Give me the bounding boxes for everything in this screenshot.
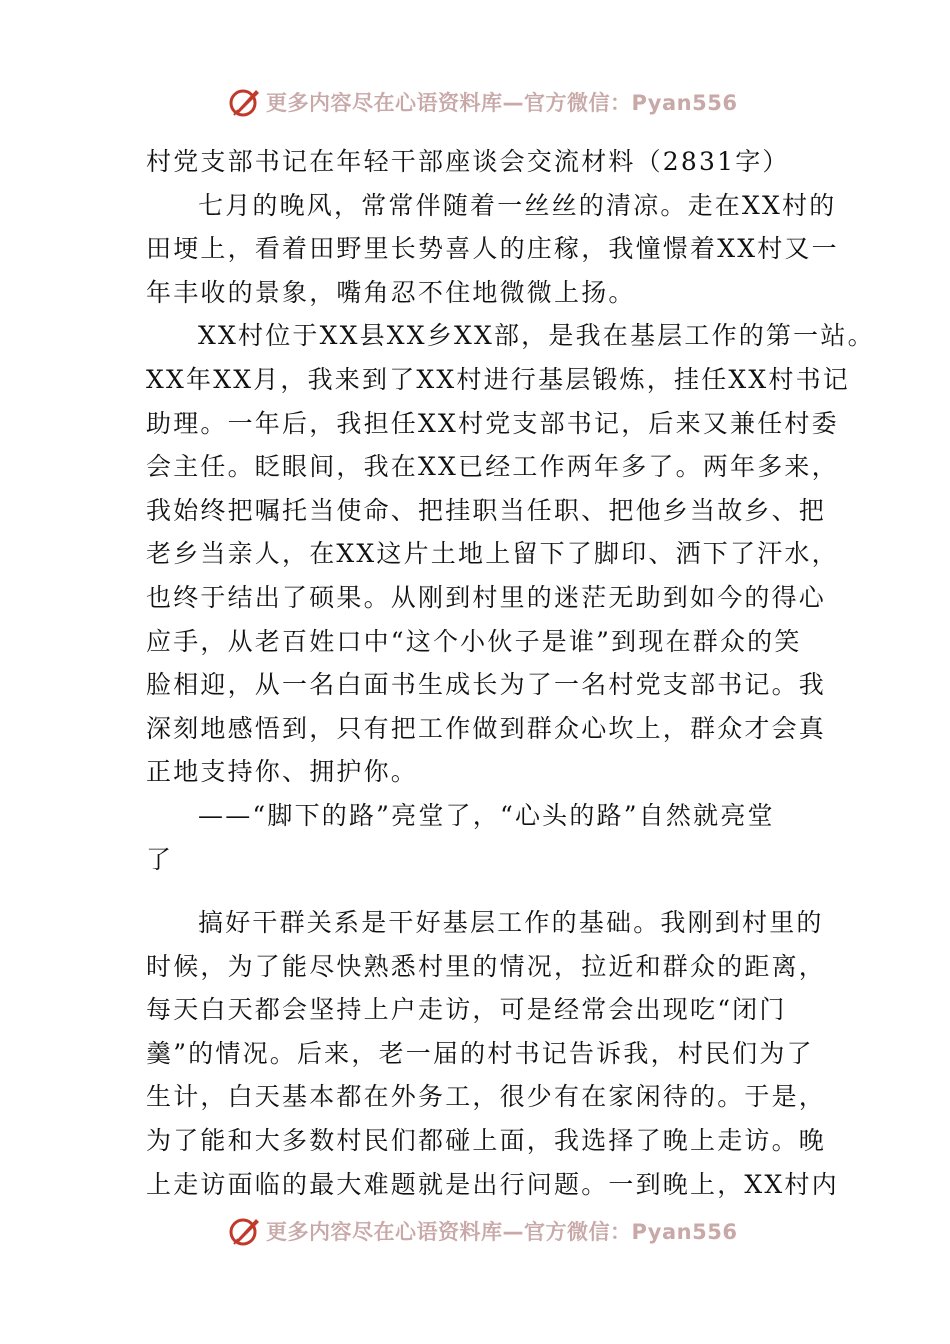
quill-logo-icon <box>228 85 262 119</box>
text-line: XX村位于XX县XX乡XX部，是我在基层工作的第一站。 <box>198 321 875 351</box>
text-line: 正地支持你、拥护你。 <box>146 757 419 787</box>
text-line: 我始终把嘱托当使命、把挂职当任职、把他乡当故乡、把 <box>146 495 827 525</box>
text-line: 深刻地感悟到，只有把工作做到群众心坎上，群众才会真 <box>146 713 827 743</box>
text-line: 每天白天都会坚持上户走访，可是经常会出现吃“闭门 <box>146 995 787 1025</box>
document-title: 村党支部书记在年轻干部座谈会交流材料（2831字） <box>146 147 790 176</box>
text-line: 会主任。眨眼间，我在XX已经工作两年多了。两年多来， <box>146 452 839 482</box>
header-watermark-banner <box>228 82 737 122</box>
text-line: 时候，为了能尽快熟悉村里的情况，拉近和群众的距离， <box>146 951 827 981</box>
heading-line: 了 <box>146 844 174 874</box>
text-line: 为了能和大多数村民们都碰上面，我选择了晚上走访。晚 <box>146 1126 827 1156</box>
text-line: 七月的晚风，常常伴随着一丝丝的清凉。走在XX村的 <box>198 190 837 220</box>
document-body <box>146 140 875 1206</box>
text-line: XX年XX月，我来到了XX村进行基层锻炼，挂任XX村书记 <box>146 364 850 394</box>
footer-banner-text: 更多内容尽在心语资料库—官方微信：Pyan556 <box>266 1220 738 1244</box>
text-line: 田埂上，看着田野里长势喜人的庄稼，我憧憬着XX村又一 <box>146 234 839 264</box>
paragraph-3 <box>146 901 839 1206</box>
section-heading <box>146 794 836 881</box>
text-line: 脸相迎，从一名白面书生成长为了一名村党支部书记。我 <box>146 670 827 700</box>
text-line: 上走访面临的最大难题就是出行问题。一到晚上，XX村内 <box>146 1169 839 1199</box>
paragraph-spacer <box>146 881 836 901</box>
text-line: 生计，白天基本都在外务工，很少有在家闲待的。于是， <box>146 1082 827 1112</box>
footer-watermark-banner <box>228 1211 737 1251</box>
text-line: 年丰收的景象，嘴角忍不住地微微上扬。 <box>146 277 636 307</box>
heading-line: ——“脚下的路”亮堂了，“心头的路”自然就亮堂 <box>198 800 775 830</box>
header-banner-text: 更多内容尽在心语资料库—官方微信：Pyan556 <box>266 91 738 115</box>
text-line: 应手，从老百姓口中“这个小伙子是谁”到现在群众的笑 <box>146 626 802 656</box>
text-line: 助理。一年后，我担任XX村党支部书记，后来又兼任村委 <box>146 408 839 438</box>
text-line: 搞好干群关系是干好基层工作的基础。我刚到村里的 <box>198 908 824 938</box>
text-line: 羹”的情况。后来，老一届的村书记告诉我，村民们为了 <box>146 1038 814 1068</box>
paragraph-2 <box>146 314 875 794</box>
text-line: 老乡当亲人，在XX这片土地上留下了脚印、洒下了汗水， <box>146 539 839 569</box>
quill-logo-icon <box>228 1214 262 1248</box>
text-line: 也终于结出了硕果。从刚到村里的迷茫无助到如今的得心 <box>146 582 827 612</box>
paragraph-1 <box>146 184 839 315</box>
